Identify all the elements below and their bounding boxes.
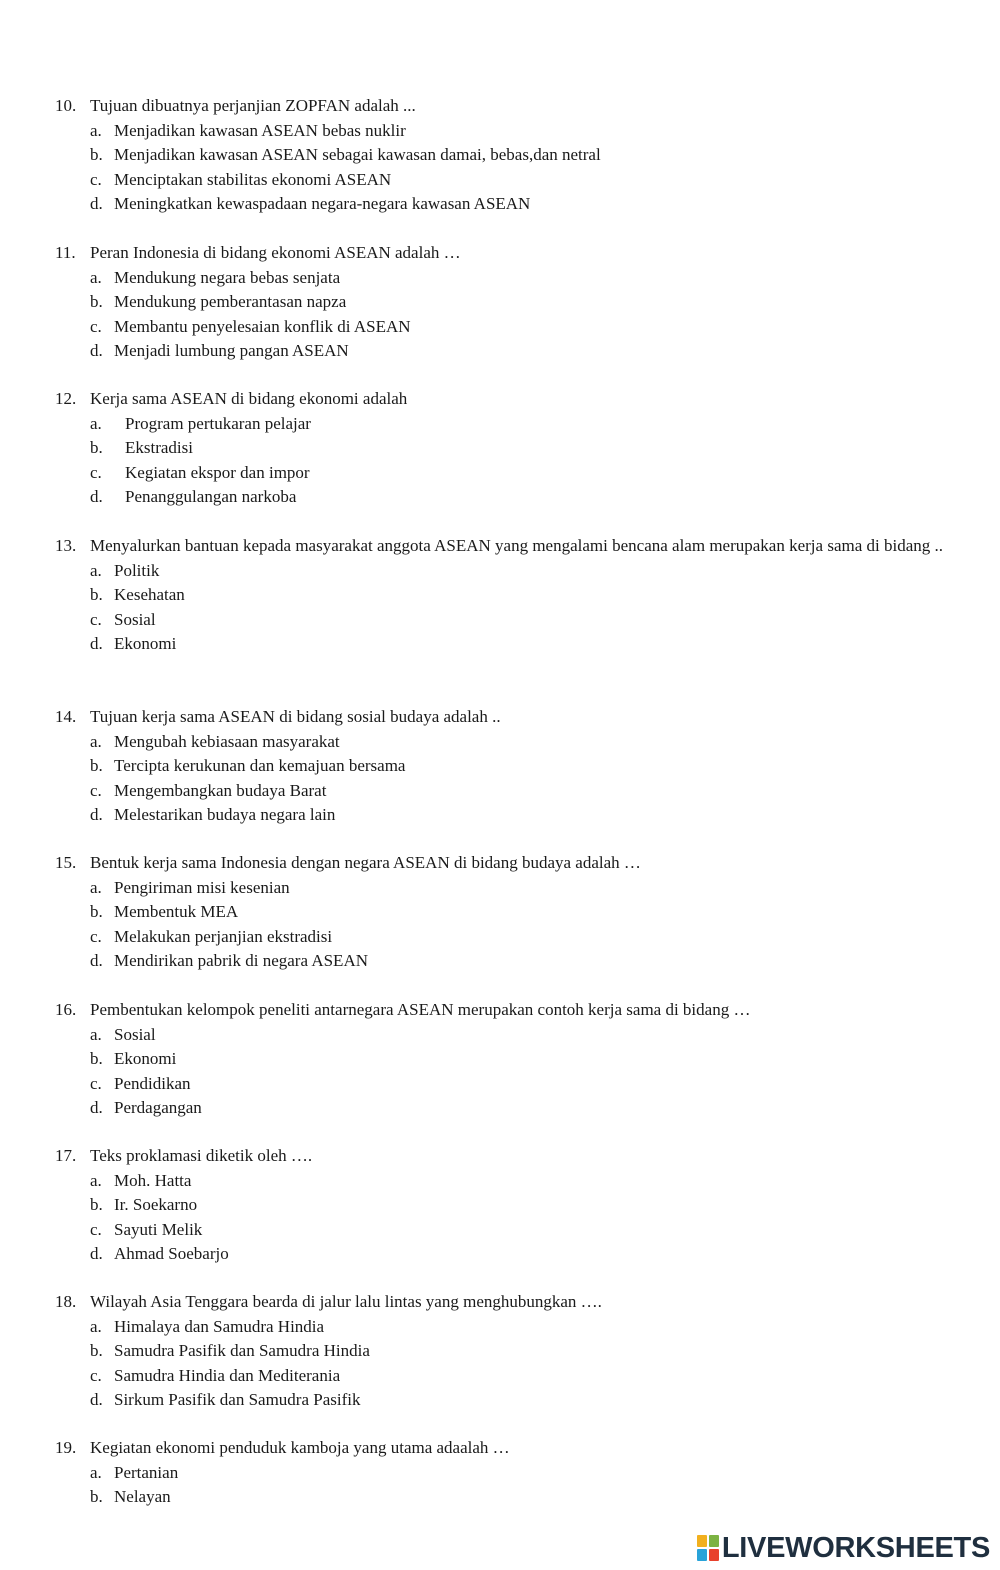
- option-b[interactable]: b. Menjadikan kawasan ASEAN sebagai kawasan damai, bebas,dan netral: [90, 145, 601, 164]
- option-c[interactable]: c. Sayuti Melik: [90, 1219, 203, 1239]
- question-number: 16.: [55, 1000, 77, 1019]
- option-d[interactable]: d. Ahmad Soebarjo: [90, 1244, 229, 1263]
- option-c[interactable]: c. Pendidikan: [90, 1073, 191, 1093]
- option-c[interactable]: c. Membantu penyelesaian konflik di ASEAN: [90, 316, 411, 336]
- question-10: [55, 94, 955, 217]
- option-a[interactable]: a. Pengiriman misi kesenian: [90, 877, 290, 897]
- question-number: 11.: [55, 243, 76, 262]
- option-b[interactable]: b. Mendukung pemberantasan napza: [90, 292, 347, 311]
- option-b[interactable]: b. Samudra Pasifik dan Samudra Hindia: [90, 1341, 370, 1360]
- question-12: [55, 387, 955, 510]
- option-a[interactable]: a. Menjadikan kawasan ASEAN bebas nuklir: [90, 120, 406, 140]
- option-c[interactable]: c. Melakukan perjanjian ekstradisi: [90, 926, 333, 946]
- logo-text: LIVEWORKSHEETS: [721, 1531, 990, 1564]
- question-text: Wilayah Asia Tenggara bearda di jalur lalu lintas yang menghubungkan ….: [90, 1292, 602, 1311]
- option-d[interactable]: d. Perdagangan: [90, 1098, 202, 1117]
- question-text: Bentuk kerja sama Indonesia dengan negara ASEAN di bidang budaya adalah …: [90, 853, 641, 872]
- option-a[interactable]: a. Sosial: [90, 1024, 156, 1044]
- question-number: 17.: [55, 1146, 77, 1165]
- option-d[interactable]: d. Penanggulangan narkoba: [90, 487, 297, 506]
- option-b[interactable]: b. Ir. Soekarno: [90, 1195, 198, 1214]
- question-text: Kegiatan ekonomi penduduk kamboja yang utama adaalah …: [90, 1438, 510, 1457]
- option-d[interactable]: d. Ekonomi: [90, 634, 177, 653]
- option-b[interactable]: b. Ekstradisi: [90, 438, 193, 457]
- question-text: Peran Indonesia di bidang ekonomi ASEAN adalah …: [90, 243, 461, 262]
- question-text: Menyalurkan bantuan kepada masyarakat anggota ASEAN yang mengalami bencana alam merupakan kerja sama di bidang ..: [90, 536, 943, 555]
- option-a[interactable]: a. Himalaya dan Samudra Hindia: [90, 1316, 325, 1336]
- question-18: [55, 1290, 955, 1413]
- option-d[interactable]: d. Melestarikan budaya negara lain: [90, 805, 336, 824]
- option-c[interactable]: c. Sosial: [90, 609, 156, 629]
- question-text: Teks proklamasi diketik oleh ….: [90, 1146, 313, 1165]
- option-c[interactable]: c. Samudra Hindia dan Mediterania: [90, 1365, 341, 1385]
- option-a[interactable]: a. Program pertukaran pelajar: [90, 413, 311, 433]
- option-d[interactable]: d. Meningkatkan kewaspadaan negara-negara kawasan ASEAN: [90, 194, 531, 213]
- question-19: [55, 1436, 955, 1510]
- question-number: 12.: [55, 389, 77, 408]
- question-text: Pembentukan kelompok peneliti antarnegara ASEAN merupakan contoh kerja sama di bidang …: [90, 1000, 751, 1019]
- question-17: [55, 1144, 955, 1267]
- option-a[interactable]: a. Politik: [90, 560, 160, 580]
- question-text: Tujuan dibuatnya perjanjian ZOPFAN adalah ...: [90, 96, 416, 115]
- option-c[interactable]: c. Mengembangkan budaya Barat: [90, 780, 327, 800]
- question-14: [55, 705, 955, 828]
- liveworksheets-logo[interactable]: [697, 1528, 990, 1568]
- question-text: Tujuan kerja sama ASEAN di bidang sosial budaya adalah ..: [90, 707, 501, 726]
- question-text: Kerja sama ASEAN di bidang ekonomi adalah: [90, 389, 408, 408]
- option-c[interactable]: c. Menciptakan stabilitas ekonomi ASEAN: [90, 169, 392, 189]
- option-b[interactable]: b. Membentuk MEA: [90, 902, 239, 921]
- liveworksheets-logo-icon: [697, 1535, 719, 1561]
- option-a[interactable]: a. Mengubah kebiasaan masyarakat: [90, 731, 340, 751]
- option-b[interactable]: b. Ekonomi: [90, 1049, 177, 1068]
- question-number: 19.: [55, 1438, 77, 1457]
- option-b[interactable]: b. Nelayan: [90, 1487, 171, 1506]
- question-number: 13.: [55, 536, 77, 555]
- option-a[interactable]: a. Moh. Hatta: [90, 1170, 192, 1190]
- option-d[interactable]: d. Menjadi lumbung pangan ASEAN: [90, 341, 349, 360]
- option-a[interactable]: a. Pertanian: [90, 1462, 179, 1482]
- option-b[interactable]: b. Kesehatan: [90, 585, 185, 604]
- question-number: 10.: [55, 96, 77, 115]
- option-a[interactable]: a. Mendukung negara bebas senjata: [90, 267, 341, 287]
- question-13: [55, 534, 955, 657]
- question-number: 18.: [55, 1292, 77, 1311]
- option-d[interactable]: d. Sirkum Pasifik dan Samudra Pasifik: [90, 1390, 361, 1409]
- question-16: [55, 998, 955, 1121]
- question-number: 15.: [55, 853, 77, 872]
- question-11: [55, 241, 955, 364]
- question-number: 14.: [55, 707, 77, 726]
- question-15: [55, 851, 955, 974]
- option-b[interactable]: b. Tercipta kerukunan dan kemajuan bersama: [90, 756, 406, 775]
- option-c[interactable]: c. Kegiatan ekspor dan impor: [90, 462, 310, 482]
- option-d[interactable]: d. Mendirikan pabrik di negara ASEAN: [90, 951, 368, 970]
